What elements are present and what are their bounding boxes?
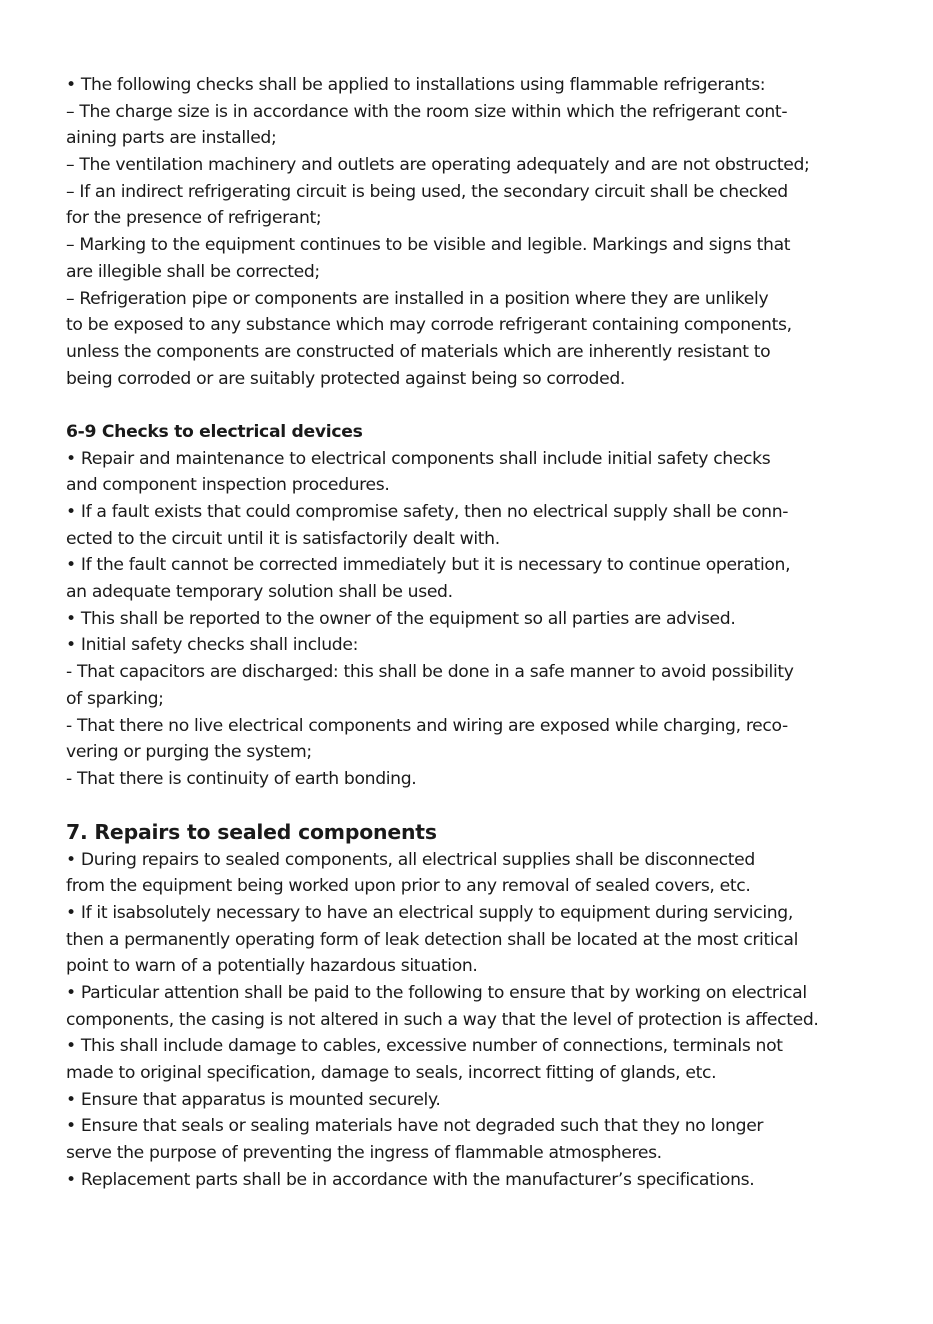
text-line: - That capacitors are discharged: this shall be done in a safe manner to avoid possibility <box>66 662 794 683</box>
text-line: to be exposed to any substance which may corrode refrigerant containing components, <box>66 315 792 336</box>
text-line: • Particular attention shall be paid to the following to ensure that by working on electrical <box>66 982 807 1003</box>
text-line: • If a fault exists that could compromise safety, then no electrical supply shall be conn- <box>66 502 789 522</box>
text-line: • This shall include damage to cables, excessive number of connections, terminals not <box>66 1036 783 1057</box>
document-page <box>66 72 872 1193</box>
text-line: – Marking to the equipment continues to be visible and legible. Markings and signs that <box>66 235 791 256</box>
text-line: serve the purpose of preventing the ingress of flammable atmospheres. <box>66 1143 662 1164</box>
text-line: and component inspection procedures. <box>66 475 390 496</box>
text-line: components, the casing is not altered in such a way that the level of protection is affected. <box>66 1009 819 1030</box>
text-line: – The charge size is in accordance with the room size within which the refrigerant cont- <box>66 101 788 122</box>
text-line: - That there no live electrical components and wiring are exposed while charging, reco- <box>66 715 788 736</box>
spacer <box>66 793 872 820</box>
section-heading: 7. Repairs to sealed components <box>66 820 437 845</box>
text-line: • Ensure that seals or sealing materials have not degraded such that they no longer <box>66 1116 764 1137</box>
electrical-checks-section <box>66 419 872 793</box>
text-line: - That there is continuity of earth bonding. <box>66 768 417 789</box>
text-line: – If an indirect refrigerating circuit is being used, the secondary circuit shall be checked <box>66 181 788 202</box>
text-line: – Refrigeration pipe or components are installed in a position where they are unlikely <box>66 288 769 309</box>
repairs-section <box>66 819 872 1193</box>
text-line: • Replacement parts shall be in accordance with the manufacturer’s specifications. <box>66 1169 755 1190</box>
text-line: for the presence of refrigerant; <box>66 208 322 229</box>
text-line: • If the fault cannot be corrected immediately but it is necessary to continue operation, <box>66 555 791 576</box>
text-line: • Repair and maintenance to electrical components shall include initial safety checks <box>66 448 771 469</box>
text-line: from the equipment being worked upon prior to any removal of sealed covers, etc. <box>66 876 751 897</box>
text-line: made to original specification, damage to seals, incorrect fitting of glands, etc. <box>66 1063 717 1084</box>
text-line: point to warn of a potentially hazardous situation. <box>66 956 478 977</box>
text-line: an adequate temporary solution shall be used. <box>66 582 453 603</box>
text-line: • During repairs to sealed components, all electrical supplies shall be disconnected <box>66 849 755 870</box>
text-line: • If it isabsolutely necessary to have an electrical supply to equipment during servicing, <box>66 902 793 923</box>
text-line: then a permanently operating form of leak detection shall be located at the most critical <box>66 929 799 950</box>
text-line: aining parts are installed; <box>66 128 277 149</box>
text-line: being corroded or are suitably protected against being so corroded. <box>66 368 626 389</box>
text-line: vering or purging the system; <box>66 742 312 763</box>
section-heading: 6-9 Checks to electrical devices <box>66 421 363 442</box>
text-line: • Ensure that apparatus is mounted securely. <box>66 1089 441 1110</box>
text-line: of sparking; <box>66 688 164 709</box>
text-line: ected to the circuit until it is satisfactorily dealt with. <box>66 528 500 549</box>
text-line: • This shall be reported to the owner of the equipment so all parties are advised. <box>66 608 736 629</box>
text-line: • The following checks shall be applied to installations using flammable refrigerants: <box>66 75 766 95</box>
spacer <box>66 392 872 419</box>
text-line: unless the components are constructed of materials which are inherently resistant to <box>66 341 771 362</box>
text-line: • Initial safety checks shall include: <box>66 635 359 656</box>
text-line: – The ventilation machinery and outlets are operating adequately and are not obstructed; <box>66 155 810 176</box>
flammable-checks-section <box>66 72 872 392</box>
text-line: are illegible shall be corrected; <box>66 261 320 282</box>
